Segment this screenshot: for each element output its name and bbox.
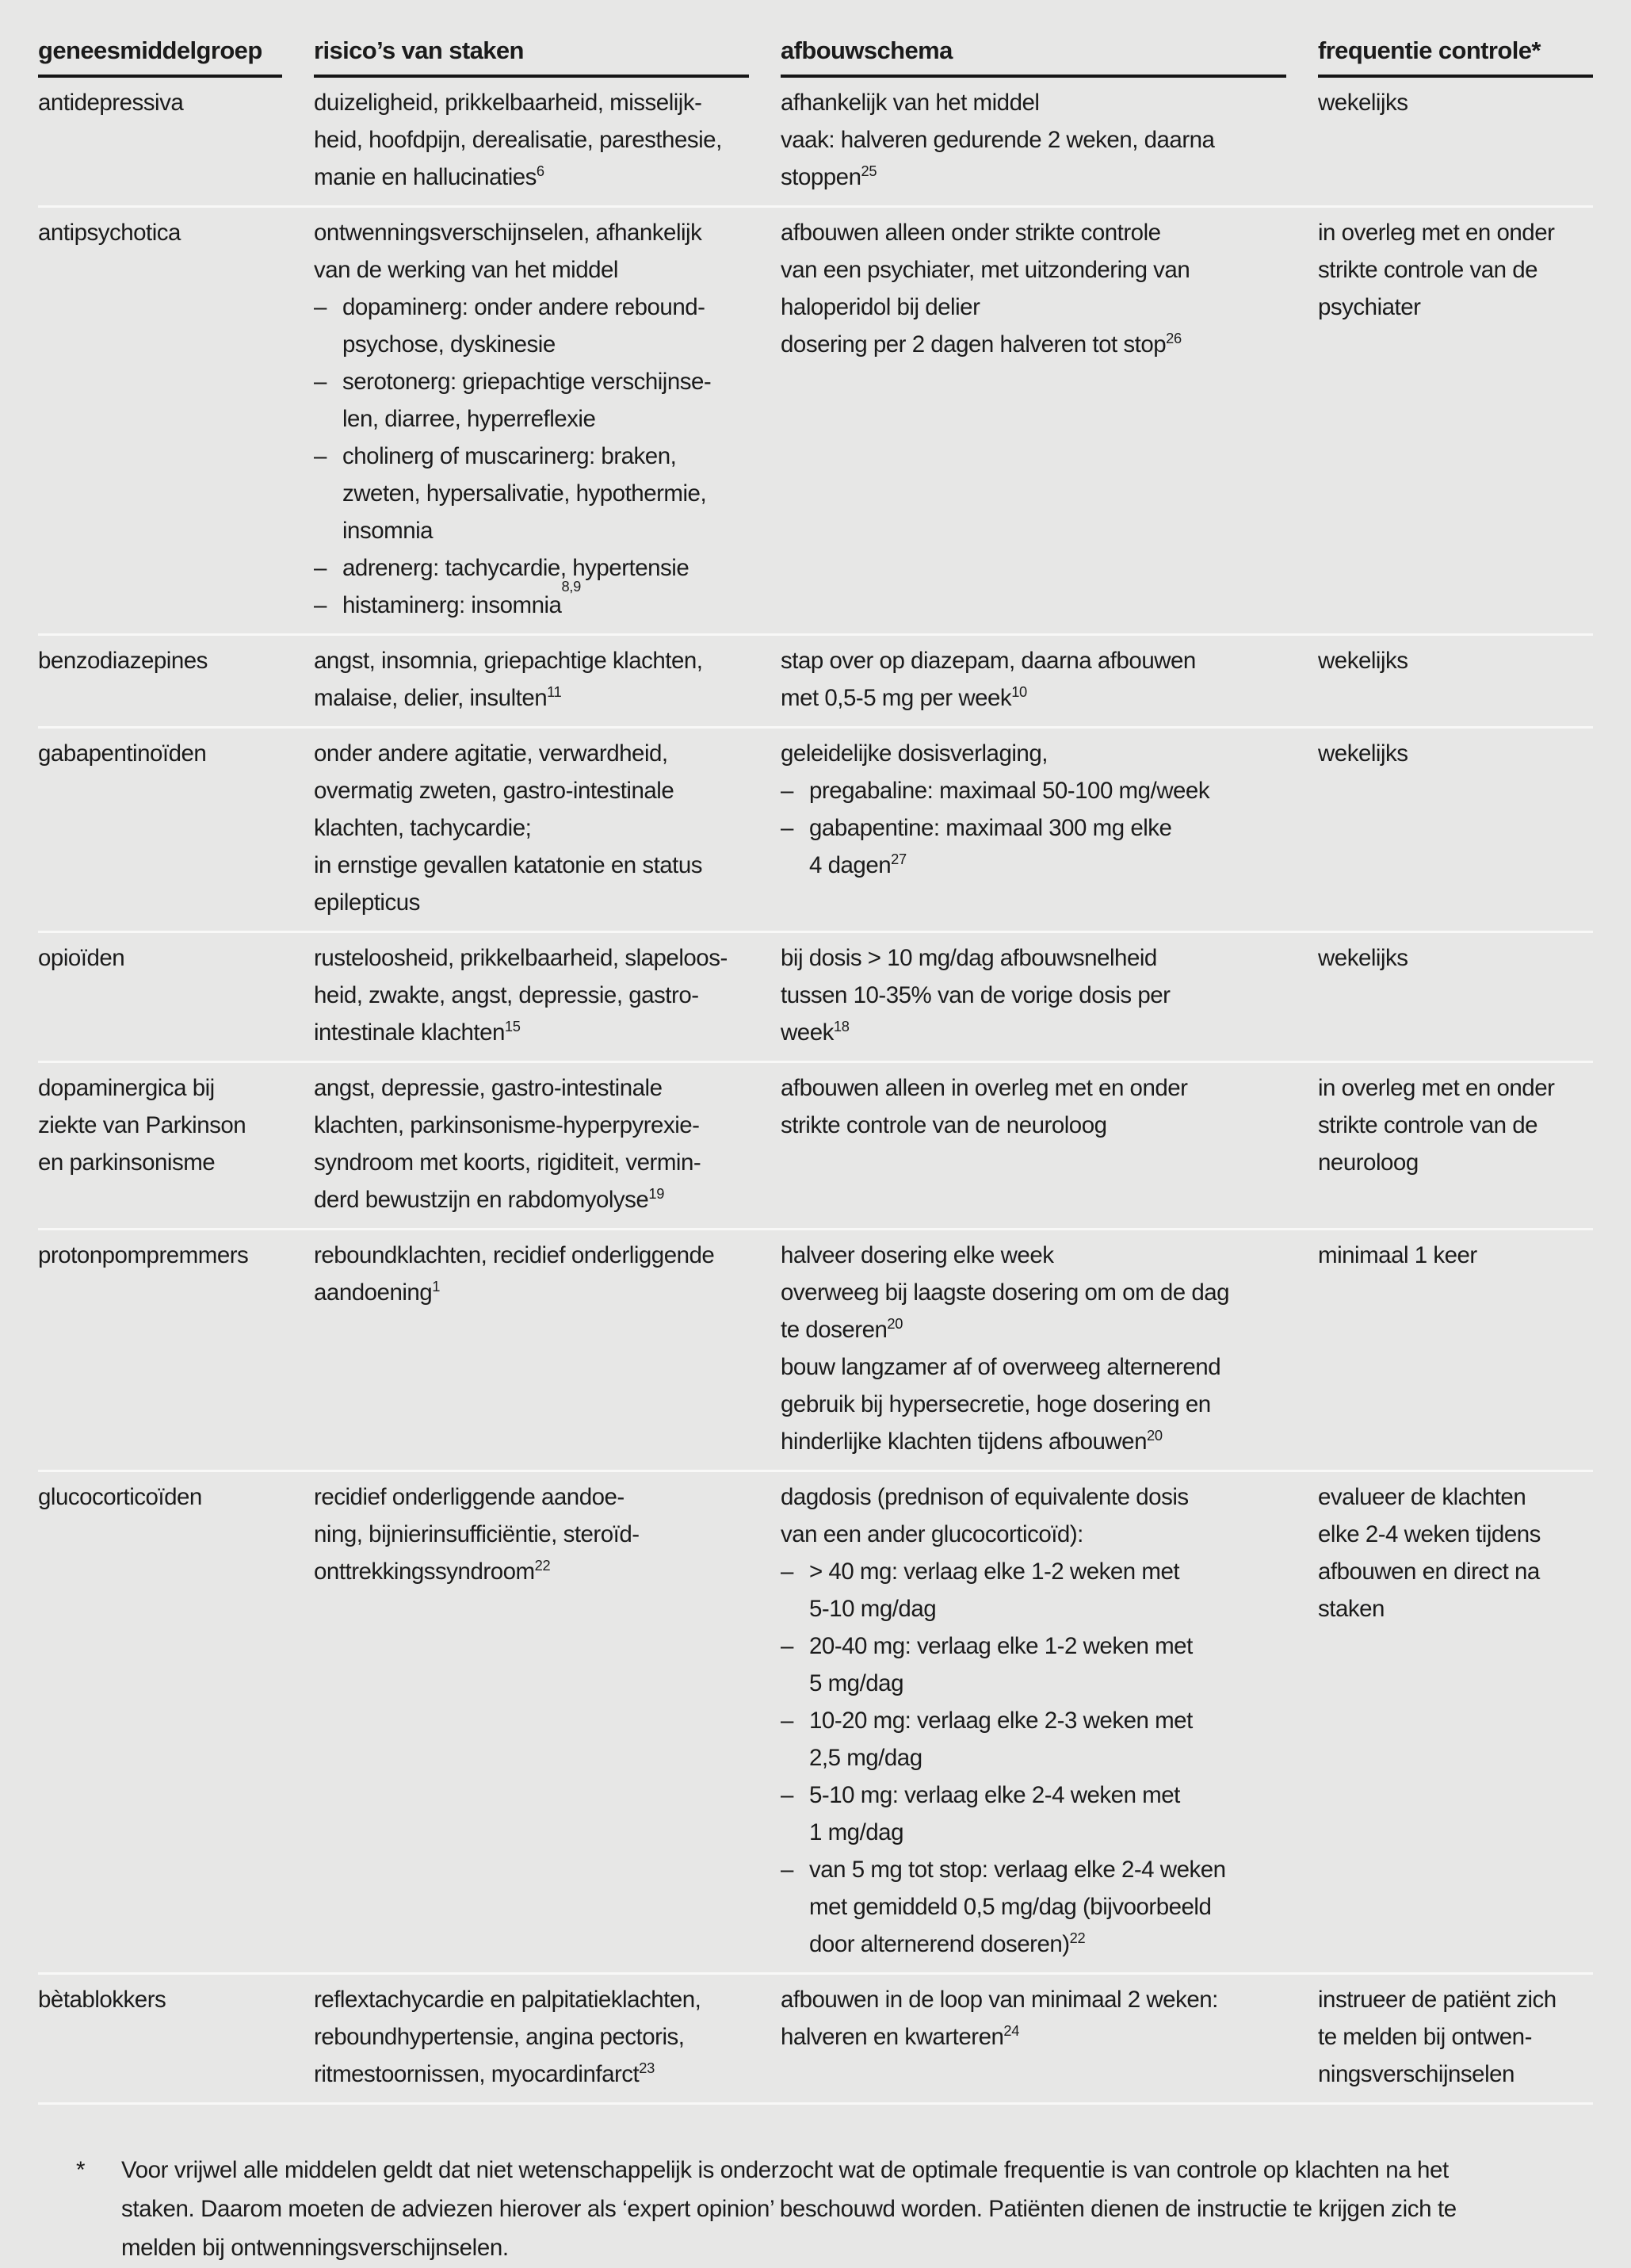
- text-line: [781, 679, 1286, 717]
- schema-cell: [781, 1478, 1286, 1963]
- cell-text: histaminerg: insomnia: [342, 592, 562, 618]
- cell-text: van een ander glucocorticoïd):: [781, 1521, 1083, 1547]
- cell-text: overweeg bij laagste dosering om om de dag: [781, 1279, 1230, 1306]
- table-row: [38, 78, 1593, 208]
- risks-cell: [314, 1478, 749, 1963]
- cell-text: met gemiddeld 0,5 mg/dag (bijvoorbeeld: [809, 1894, 1212, 1920]
- column-header-risicos-van-staken: risico’s van staken: [314, 16, 749, 78]
- dash-bullet: –: [781, 815, 793, 841]
- cell-text: reboundhypertensie, angina pectoris,: [314, 2024, 685, 2050]
- cell-text: door alternerend doseren): [809, 1931, 1070, 1957]
- text-line: [1318, 1069, 1593, 1107]
- text-line: [1318, 1516, 1593, 1553]
- text-line: [314, 642, 749, 679]
- text-line: [314, 438, 749, 475]
- text-line: [781, 1516, 1286, 1553]
- column-header-frequentie-controle: frequentie controle*: [1318, 16, 1593, 78]
- cell-text: van de werking van het middel: [314, 257, 618, 283]
- cell-text: stoppen: [781, 164, 861, 190]
- text-line: [314, 363, 749, 400]
- text-line: [38, 939, 282, 977]
- text-line: [314, 84, 749, 121]
- text-line: [38, 642, 282, 679]
- cell-text: halveer dosering elke week: [781, 1242, 1054, 1268]
- cell-text: dopaminergica bij: [38, 1075, 215, 1101]
- group-cell: [38, 1478, 282, 1963]
- cell-text: in ernstige gevallen katatonie en status: [314, 852, 703, 878]
- text-line: [781, 1311, 1286, 1348]
- text-line: [1318, 2018, 1593, 2056]
- cell-text: psychose, dyskinesie: [342, 331, 556, 358]
- cell-text: van een psychiater, met uitzondering van: [781, 257, 1190, 283]
- cell-text: staken: [1318, 1596, 1385, 1622]
- cell-text: wekelijks: [1318, 945, 1408, 971]
- text-line: [38, 735, 282, 772]
- text-line: [781, 326, 1286, 363]
- text-line: [781, 735, 1286, 772]
- cell-text: 5-10 mg/dag: [809, 1596, 937, 1622]
- cell-text: reflextachycardie en palpitatieklachten,: [314, 1987, 701, 2013]
- text-line: [314, 1237, 749, 1274]
- risks-cell: [314, 84, 749, 196]
- cell-text: tussen 10-35% van de vorige dosis per: [781, 982, 1171, 1008]
- risks-cell: [314, 214, 749, 624]
- text-line: [1318, 2056, 1593, 2093]
- schema-cell: [781, 1069, 1286, 1218]
- table-row: [38, 208, 1593, 636]
- text-line: [38, 1107, 282, 1144]
- column-header-afbouwschema: afbouwschema: [781, 16, 1286, 78]
- text-line: [781, 1590, 1286, 1627]
- text-line: [781, 1926, 1286, 1963]
- cell-text: reboundklachten, recidief onderliggende: [314, 1242, 715, 1268]
- table-row: [38, 1230, 1593, 1472]
- cell-text: geleidelijke dosisverlaging,: [781, 740, 1048, 767]
- frequency-cell: [1318, 214, 1593, 624]
- text-line: [781, 1888, 1286, 1926]
- cell-text: antidepressiva: [38, 90, 184, 116]
- text-line: [781, 1777, 1286, 1814]
- text-line: [781, 1739, 1286, 1777]
- reference-superscript: 22: [534, 1557, 551, 1574]
- footnote-line: melden bij ontwenningsverschijnselen.: [121, 2235, 509, 2261]
- cell-text: gabapentinoïden: [38, 740, 207, 767]
- text-line: [1318, 251, 1593, 289]
- text-line: [314, 1014, 749, 1051]
- cell-text: syndroom met koorts, rigiditeit, vermin-: [314, 1149, 701, 1176]
- text-line: [314, 1069, 749, 1107]
- cell-text: ontwenningsverschijnselen, afhankelijk: [314, 220, 702, 246]
- dash-bullet: –: [781, 1633, 793, 1659]
- footnote: [38, 2151, 1593, 2267]
- table-header-row: [38, 16, 1593, 78]
- schema-cell: [781, 735, 1286, 921]
- column-header-geneesmiddelgroep: geneesmiddelgroep: [38, 16, 282, 78]
- text-line: [1318, 1107, 1593, 1144]
- dash-bullet: –: [781, 1559, 793, 1585]
- dash-bullet: –: [781, 1708, 793, 1734]
- cell-text: ziekte van Parkinson: [38, 1112, 246, 1138]
- cell-text: protonpompremmers: [38, 1242, 249, 1268]
- dash-bullet: –: [314, 555, 327, 581]
- frequency-cell: [1318, 642, 1593, 717]
- text-line: [781, 1702, 1286, 1739]
- text-line: [1318, 289, 1593, 326]
- cell-text: haloperidol bij delier: [781, 294, 980, 320]
- cell-text: heid, hoofdpijn, derealisatie, paresthesie,: [314, 127, 722, 153]
- text-line: [314, 326, 749, 363]
- cell-text: angst, insomnia, griepachtige klachten,: [314, 648, 703, 674]
- text-line: [314, 251, 749, 289]
- risks-cell: [314, 642, 749, 717]
- cell-text: met 0,5-5 mg per week: [781, 685, 1012, 711]
- reference-superscript: 19: [648, 1185, 665, 1203]
- reference-superscript: 25: [861, 163, 877, 180]
- text-line: [781, 84, 1286, 121]
- text-line: [1318, 84, 1593, 121]
- reference-superscript: 22: [1069, 1930, 1086, 1947]
- cell-text: psychiater: [1318, 294, 1421, 320]
- cell-text: insomnia: [342, 518, 434, 544]
- cell-text: 5-10 mg: verlaag elke 2-4 weken met: [809, 1782, 1180, 1808]
- reference-superscript: 20: [1147, 1427, 1163, 1444]
- cell-text: onder andere agitatie, verwardheid,: [314, 740, 668, 767]
- text-line: [314, 549, 749, 587]
- text-line: [314, 1553, 749, 1590]
- frequency-cell: [1318, 1478, 1593, 1963]
- frequency-cell: [1318, 939, 1593, 1051]
- cell-text: afbouwen alleen in overleg met en onder: [781, 1075, 1188, 1101]
- text-line: [1318, 214, 1593, 251]
- dash-bullet: –: [314, 369, 327, 395]
- cell-text: onttrekkingssyndroom: [314, 1559, 535, 1585]
- cell-text: te melden bij ontwen-: [1318, 2024, 1532, 2050]
- schema-cell: [781, 1981, 1286, 2093]
- cell-text: duizeligheid, prikkelbaarheid, misselijk-: [314, 90, 702, 116]
- risks-cell: [314, 1237, 749, 1460]
- reference-superscript: 8,9: [561, 578, 581, 595]
- cell-text: te doseren: [781, 1317, 888, 1343]
- text-line: [1318, 1144, 1593, 1181]
- dash-bullet: –: [314, 294, 327, 320]
- cell-text: adrenerg: tachycardie, hypertensie: [342, 555, 689, 581]
- dash-bullet: –: [781, 1782, 793, 1808]
- text-line: [781, 1627, 1286, 1665]
- schema-cell: [781, 939, 1286, 1051]
- text-line: [314, 578, 749, 624]
- dash-bullet: –: [314, 592, 327, 618]
- text-line: [38, 1478, 282, 1516]
- cell-text: epilepticus: [314, 889, 420, 916]
- group-cell: [38, 214, 282, 624]
- text-line: [781, 2018, 1286, 2056]
- cell-text: 2,5 mg/dag: [809, 1745, 922, 1771]
- text-line: [314, 1274, 749, 1311]
- footnote-text: [121, 2151, 1457, 2267]
- cell-text: vaak: halveren gedurende 2 weken, daarna: [781, 127, 1215, 153]
- text-line: [314, 735, 749, 772]
- cell-text: benzodiazepines: [38, 648, 208, 674]
- cell-text: ning, bijnierinsufficiëntie, steroïd-: [314, 1521, 640, 1547]
- frequency-cell: [1318, 735, 1593, 921]
- text-line: [314, 847, 749, 884]
- text-line: [781, 214, 1286, 251]
- risks-cell: [314, 735, 749, 921]
- text-line: [314, 1107, 749, 1144]
- footnote-line: Voor vrijwel alle middelen geldt dat niet wetenschappelijk is onderzocht wat de optimale frequentie is van controle op klachten na het: [121, 2157, 1449, 2183]
- cell-text: opioïden: [38, 945, 125, 971]
- cell-text: minimaal 1 keer: [1318, 1242, 1477, 1268]
- text-line: [314, 475, 749, 512]
- cell-text: instrueer de patiënt zich: [1318, 1987, 1557, 2013]
- cell-text: afbouwen alleen onder strikte controle: [781, 220, 1161, 246]
- cell-text: klachten, tachycardie;: [314, 815, 532, 841]
- text-line: [1318, 1237, 1593, 1274]
- text-line: [314, 679, 749, 717]
- text-line: [781, 251, 1286, 289]
- table-row: [38, 1975, 1593, 2105]
- cell-text: halveren en kwarteren: [781, 2024, 1004, 2050]
- text-line: [314, 512, 749, 549]
- group-cell: [38, 939, 282, 1051]
- text-line: [781, 939, 1286, 977]
- group-cell: [38, 1069, 282, 1218]
- group-cell: [38, 1237, 282, 1460]
- risks-cell: [314, 1069, 749, 1218]
- text-line: [314, 1981, 749, 2018]
- text-line: [314, 1144, 749, 1181]
- cell-text: 4 dagen: [809, 852, 892, 878]
- text-line: [781, 1553, 1286, 1590]
- cell-text: glucocorticoïden: [38, 1484, 202, 1510]
- footnote-asterisk: *: [76, 2157, 86, 2183]
- table-row: [38, 933, 1593, 1063]
- text-line: [781, 1478, 1286, 1516]
- dash-bullet: –: [314, 443, 327, 469]
- risks-cell: [314, 1981, 749, 2093]
- cell-text: overmatig zweten, gastro-intestinale: [314, 778, 674, 804]
- text-line: [314, 159, 749, 196]
- text-line: [781, 1981, 1286, 2018]
- group-cell: [38, 642, 282, 717]
- text-line: [38, 214, 282, 251]
- text-line: [314, 1478, 749, 1516]
- reference-superscript: 24: [1003, 2022, 1020, 2040]
- text-line: [314, 884, 749, 921]
- text-line: [781, 121, 1286, 159]
- cell-text: dagdosis (prednison of equivalente dosis: [781, 1484, 1189, 1510]
- table-body: [38, 78, 1593, 2105]
- cell-text: 5 mg/dag: [809, 1670, 903, 1696]
- table-row: [38, 729, 1593, 933]
- text-line: [781, 1851, 1286, 1888]
- text-line: [781, 847, 1286, 884]
- cell-text: wekelijks: [1318, 90, 1408, 116]
- cell-text: afbouwen in de loop van minimaal 2 weken:: [781, 1987, 1218, 2013]
- text-line: [314, 400, 749, 438]
- text-line: [314, 2056, 749, 2093]
- text-line: [781, 1069, 1286, 1107]
- cell-text: dopaminerg: onder andere rebound-: [342, 294, 705, 320]
- cell-text: elke 2-4 weken tijdens: [1318, 1521, 1541, 1547]
- tapering-table: [38, 16, 1593, 2105]
- cell-text: malaise, delier, insulten: [314, 685, 548, 711]
- cell-text: van 5 mg tot stop: verlaag elke 2-4 weken: [809, 1857, 1226, 1883]
- footnote-line: staken. Daarom moeten de adviezen hierover als ‘expert opinion’ beschouwd worden. Patiënten dienen de instructie te krijgen zich te: [121, 2196, 1457, 2222]
- cell-text: evalueer de klachten: [1318, 1484, 1526, 1510]
- text-line: [781, 159, 1286, 196]
- text-line: [781, 1665, 1286, 1702]
- cell-text: afbouwen en direct na: [1318, 1559, 1540, 1585]
- group-cell: [38, 735, 282, 921]
- schema-cell: [781, 642, 1286, 717]
- table-row: [38, 1063, 1593, 1230]
- cell-text: wekelijks: [1318, 648, 1408, 674]
- frequency-cell: [1318, 1237, 1593, 1460]
- cell-text: in overleg met en onder: [1318, 220, 1555, 246]
- text-line: [1318, 1478, 1593, 1516]
- text-line: [314, 809, 749, 847]
- cell-text: strikte controle van de neuroloog: [781, 1112, 1107, 1138]
- risks-cell: [314, 939, 749, 1051]
- text-line: [781, 772, 1286, 809]
- cell-text: bouw langzamer af of overweeg alternerend: [781, 1354, 1221, 1380]
- text-line: [38, 84, 282, 121]
- reference-superscript: 10: [1011, 683, 1027, 701]
- cell-text: manie en hallucinaties: [314, 164, 537, 190]
- reference-superscript: 18: [833, 1018, 850, 1035]
- cell-text: gabapentine: maximaal 300 mg elke: [809, 815, 1172, 841]
- table-row: [38, 636, 1593, 729]
- text-line: [38, 1981, 282, 2018]
- cell-text: bij dosis > 10 mg/dag afbouwsnelheid: [781, 945, 1157, 971]
- cell-text: wekelijks: [1318, 740, 1408, 767]
- frequency-cell: [1318, 1069, 1593, 1218]
- text-line: [781, 1386, 1286, 1423]
- cell-text: ritmestoornissen, myocardinfarct: [314, 2061, 640, 2087]
- text-line: [314, 214, 749, 251]
- cell-text: intestinale klachten: [314, 1019, 505, 1046]
- cell-text: in overleg met en onder: [1318, 1075, 1555, 1101]
- text-line: [38, 1144, 282, 1181]
- table-row: [38, 1472, 1593, 1975]
- reference-superscript: 26: [1166, 330, 1182, 347]
- cell-text: aandoening: [314, 1279, 433, 1306]
- frequency-cell: [1318, 84, 1593, 196]
- group-cell: [38, 1981, 282, 2093]
- cell-text: afhankelijk van het middel: [781, 90, 1040, 116]
- text-line: [781, 1014, 1286, 1051]
- cell-text: hinderlijke klachten tijdens afbouwen: [781, 1428, 1147, 1455]
- cell-text: derd bewustzijn en rabdomyolyse: [314, 1187, 649, 1213]
- cell-text: neuroloog: [1318, 1149, 1419, 1176]
- cell-text: len, diarree, hyperreflexie: [342, 406, 596, 432]
- dash-bullet: –: [781, 778, 793, 804]
- reference-superscript: 20: [887, 1315, 903, 1333]
- cell-text: gebruik bij hypersecretie, hoge dosering en: [781, 1391, 1211, 1417]
- cell-text: strikte controle van de: [1318, 1112, 1538, 1138]
- text-line: [1318, 939, 1593, 977]
- text-line: [1318, 1553, 1593, 1590]
- text-line: [781, 1237, 1286, 1274]
- text-line: [1318, 1590, 1593, 1627]
- reference-superscript: 6: [536, 163, 544, 180]
- reference-superscript: 11: [547, 683, 562, 701]
- text-line: [314, 772, 749, 809]
- text-line: [1318, 1981, 1593, 2018]
- text-line: [38, 1237, 282, 1274]
- cell-text: klachten, parkinsonisme-hyperpyrexie-: [314, 1112, 700, 1138]
- schema-cell: [781, 84, 1286, 196]
- text-line: [781, 1107, 1286, 1144]
- text-line: [314, 1181, 749, 1218]
- text-line: [781, 289, 1286, 326]
- reference-superscript: 27: [891, 851, 907, 868]
- dash-bullet: –: [781, 1857, 793, 1883]
- cell-text: week: [781, 1019, 834, 1046]
- cell-text: angst, depressie, gastro-intestinale: [314, 1075, 663, 1101]
- cell-text: antipsychotica: [38, 220, 181, 246]
- cell-text: strikte controle van de: [1318, 257, 1538, 283]
- cell-text: en parkinsonisme: [38, 1149, 216, 1176]
- cell-text: recidief onderliggende aandoe-: [314, 1484, 625, 1510]
- text-line: [781, 642, 1286, 679]
- text-line: [781, 1348, 1286, 1386]
- text-line: [781, 809, 1286, 847]
- text-line: [314, 289, 749, 326]
- cell-text: dosering per 2 dagen halveren tot stop: [781, 331, 1167, 358]
- text-line: [1318, 642, 1593, 679]
- cell-text: serotonerg: griepachtige verschijnse-: [342, 369, 712, 395]
- schema-cell: [781, 1237, 1286, 1460]
- cell-text: 20-40 mg: verlaag elke 1-2 weken met: [809, 1633, 1193, 1659]
- cell-text: pregabaline: maximaal 50-100 mg/week: [809, 778, 1210, 804]
- text-line: [314, 2018, 749, 2056]
- reference-superscript: 23: [639, 2060, 655, 2077]
- cell-text: rusteloosheid, prikkelbaarheid, slapeloos-: [314, 945, 728, 971]
- reference-superscript: 1: [432, 1278, 441, 1295]
- text-line: [314, 939, 749, 977]
- frequency-cell: [1318, 1981, 1593, 2093]
- schema-cell: [781, 214, 1286, 624]
- group-cell: [38, 84, 282, 196]
- cell-text: zweten, hypersalivatie, hypothermie,: [342, 480, 707, 507]
- text-line: [1318, 735, 1593, 772]
- reference-superscript: 15: [504, 1018, 521, 1035]
- text-line: [314, 121, 749, 159]
- cell-text: stap over op diazepam, daarna afbouwen: [781, 648, 1196, 674]
- text-line: [781, 1274, 1286, 1311]
- text-line: [314, 1516, 749, 1553]
- cell-text: > 40 mg: verlaag elke 1-2 weken met: [809, 1559, 1180, 1585]
- cell-text: cholinerg of muscarinerg: braken,: [342, 443, 677, 469]
- text-line: [781, 977, 1286, 1014]
- cell-text: heid, zwakte, angst, depressie, gastro-: [314, 982, 699, 1008]
- text-line: [781, 1814, 1286, 1851]
- cell-text: 1 mg/dag: [809, 1819, 903, 1845]
- cell-text: bètablokkers: [38, 1987, 166, 2013]
- text-line: [781, 1423, 1286, 1460]
- text-line: [314, 977, 749, 1014]
- cell-text: ningsverschijnselen: [1318, 2061, 1514, 2087]
- text-line: [38, 1069, 282, 1107]
- cell-text: 10-20 mg: verlaag elke 2-3 weken met: [809, 1708, 1193, 1734]
